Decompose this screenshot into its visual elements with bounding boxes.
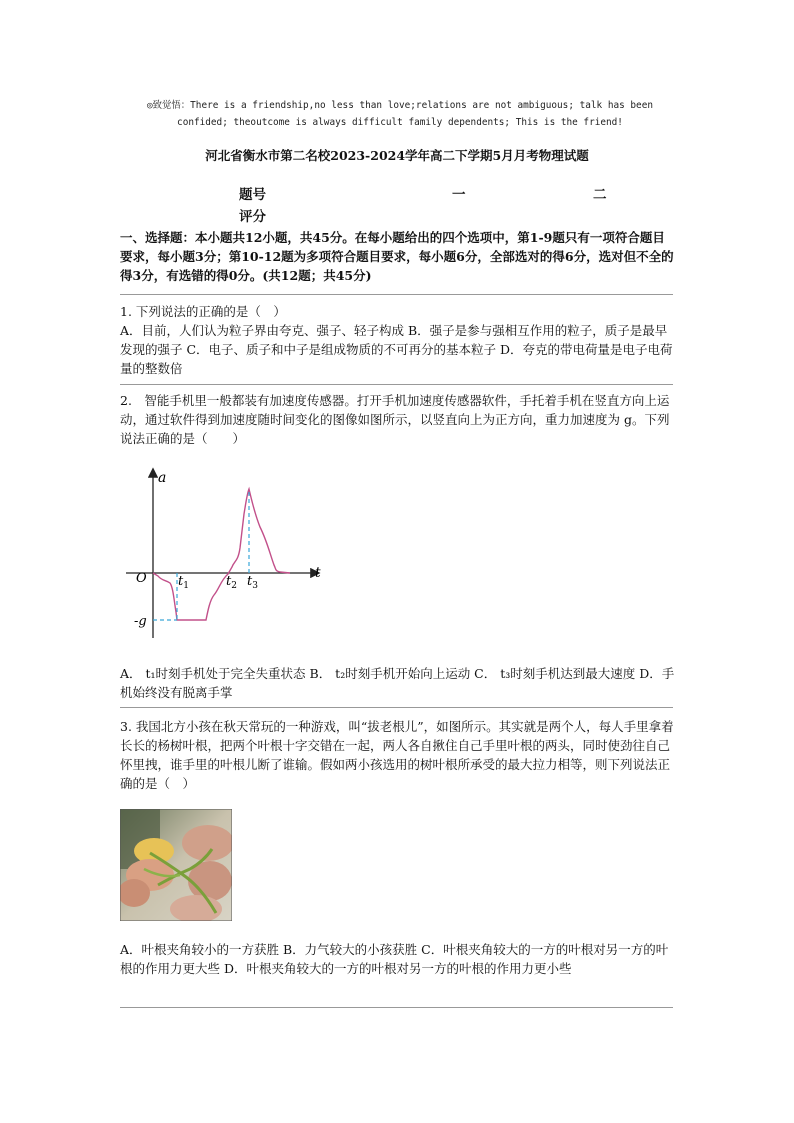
page-title: 河北省衡水市第二名校2023-2024学年高二下学期5月月考物理试题 [205, 148, 589, 163]
neg-g-label: -g [134, 614, 147, 629]
header-motto [120, 97, 680, 131]
section-instructions: 一、选择题：本小题共12小题，共45分。在每小题给出的四个选项中，第1-9题只有一项符合题目要求，每小题3分；第10-12题为多项符合题目要求，每小题6分，全部选对的得6分，选对但不全的得3分，有选错的得0分。(共12题；共45分) [120, 230, 674, 283]
score-table-header: 题号 [239, 187, 266, 203]
divider [120, 1007, 673, 1008]
divider [120, 294, 673, 295]
score-table-col-1: 一 [452, 187, 466, 203]
question-1-options: A．目前，人们认为粒子界由夸克、强子、轻子构成 B．强子是参与强相互作用的粒子，质子是最早发现的强子 C．电子、质子和中子是组成物质的不可再分的基本粒子 D．夸克的带电荷量是电子电荷量的整数倍 [120, 323, 673, 376]
question-3-stem: 3. 我国北方小孩在秋天常玩的一种游戏，叫“拔老根儿”，如图所示。其实就是两个人，每人手里拿着长长的杨树叶根，把两个叶根十字交错在一起，两人各自揪住自己手里叶根的两头，同时使劲往自己怀里拽，谁手里的叶根儿断了谁输。假如两小孩选用的树叶根所承受的最大拉力相等，则下列说法正确的是（ ） [120, 719, 674, 791]
acceleration-curve [153, 489, 290, 620]
t2-label: $t_2$ [226, 574, 237, 591]
question-3-options-block [120, 940, 675, 978]
score-table-col-2: 二 [593, 187, 607, 203]
origin-label: O [136, 571, 147, 586]
question-3-options: A．叶根夹角较小的一方获胜 B．力气较大的小孩获胜 C．叶根夹角较大的一方的叶根对另一方的叶根的作用力更大些 D．叶根夹角较大的一方的叶根对另一方的叶根的作用力更小些 [120, 942, 669, 976]
t1-label: $t_1$ [178, 574, 189, 591]
question-3 [120, 717, 675, 793]
divider [120, 707, 673, 708]
motto-line-2: confided; theoutcome is always difficult family dependents; This is the friend! [177, 117, 623, 128]
acceleration-graph [118, 462, 338, 647]
motto-prefix: ◎致觉悟： [147, 100, 191, 111]
axis-label-a: a [158, 470, 167, 486]
leaf-stem-game-photo [120, 809, 232, 921]
question-1-stem: 1. 下列说法的正确的是（ ） [120, 304, 286, 319]
question-2-stem: 2. 智能手机里一般都装有加速度传感器。打开手机加速度传感器软件，手托着手机在竖直方向上运动，通过软件得到加速度随时间变化的图像如图所示，以竖直向上为正方向，重力加速度为 g。下列说法正确的是（ ） [120, 393, 670, 446]
leaf-stem-photo-drawing [120, 809, 232, 921]
question-2-options-block [120, 664, 675, 702]
divider [120, 384, 673, 385]
t3-label: $t_3$ [247, 574, 258, 591]
question-1 [120, 302, 675, 378]
motto-line-1 [120, 97, 680, 114]
question-2 [120, 391, 675, 448]
question-2-options: A． t₁时刻手机处于完全失重状态 B． t₂时刻手机开始向上运动 C． t₃时刻手机达到最大速度 D．手机始终没有脱离手掌 [120, 666, 675, 700]
axis-label-t: t [315, 565, 321, 581]
score-table-row-label: 评分 [239, 209, 266, 225]
motto-text-1: There is a friendship,no less than love;relations are not ambiguous; talk has been [190, 100, 653, 111]
